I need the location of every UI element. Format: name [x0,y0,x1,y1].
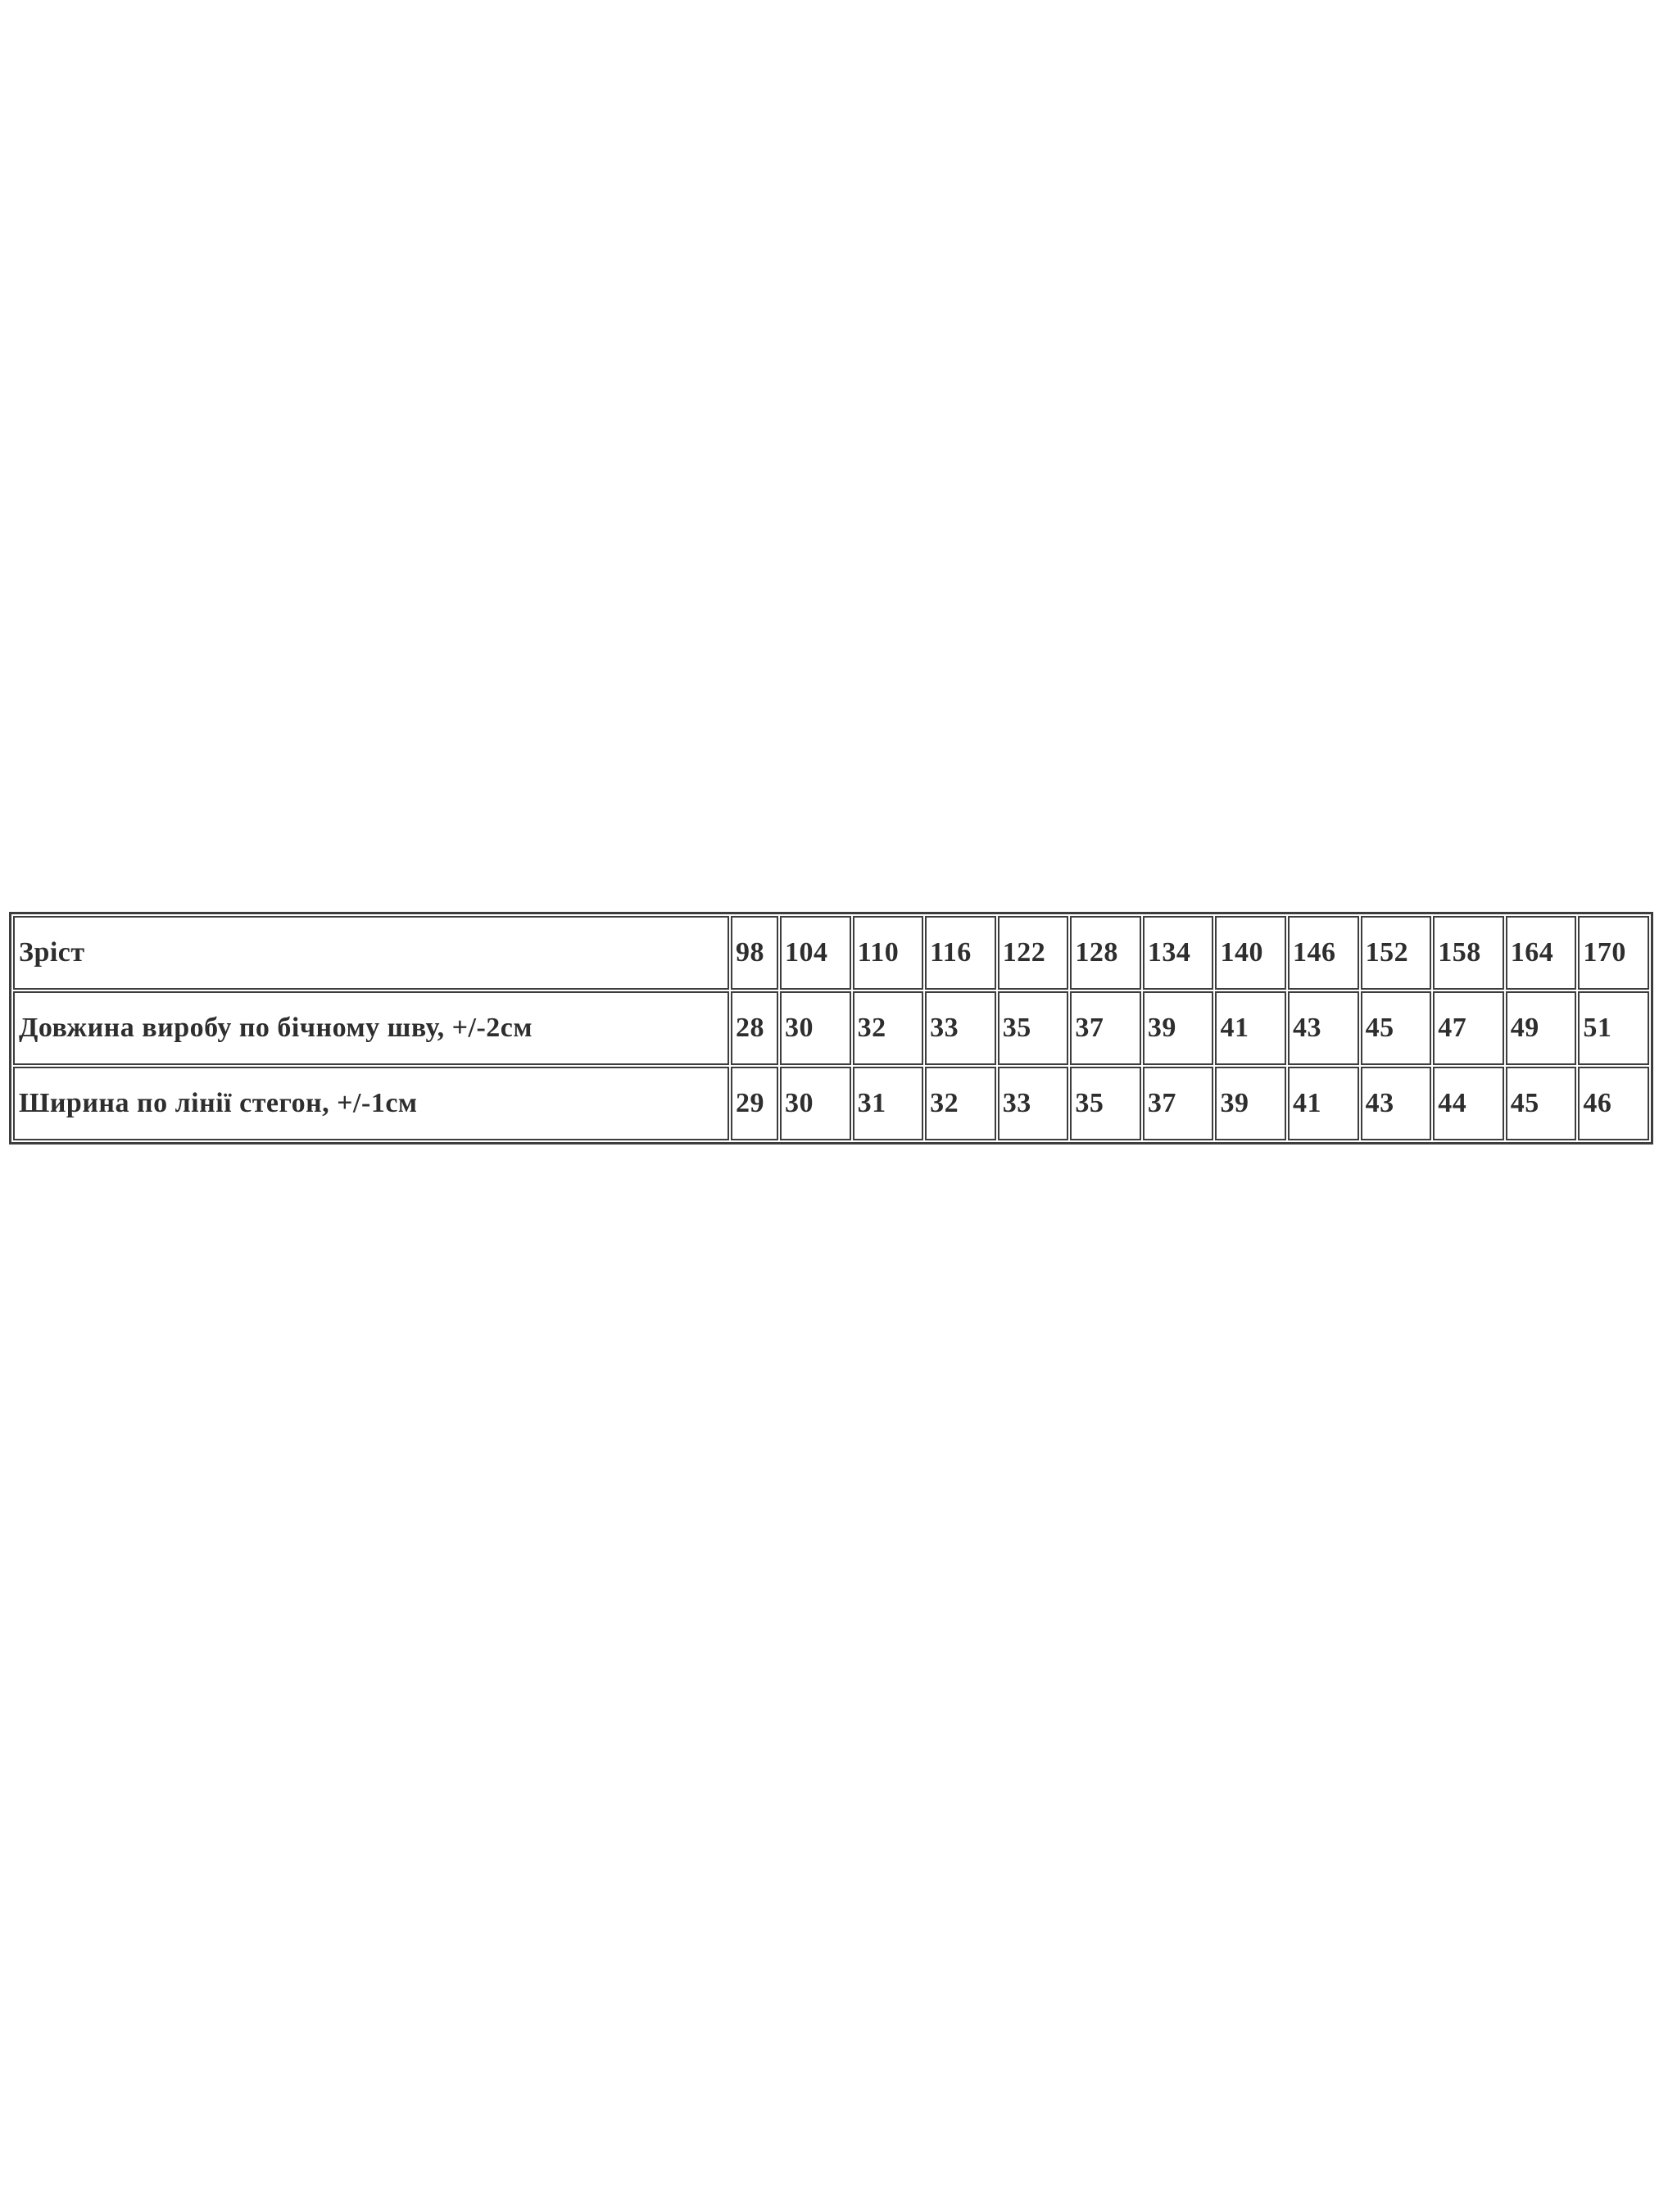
value-cell: 39 [1143,991,1214,1065]
value-cell: 44 [1433,1067,1504,1140]
size-chart-table-container [9,912,1653,1145]
value-cell: 32 [925,1067,996,1140]
value-cell: 164 [1506,916,1577,990]
value-cell: 37 [1143,1067,1214,1140]
table-row [13,1067,1649,1140]
row-label: Ширина по лінії стегон, +/-1см [13,1067,729,1140]
value-cell: 37 [1070,991,1141,1065]
value-cell: 35 [998,991,1069,1065]
value-cell: 45 [1506,1067,1577,1140]
value-cell: 31 [853,1067,924,1140]
value-cell: 140 [1215,916,1286,990]
value-cell: 41 [1288,1067,1359,1140]
value-cell: 33 [925,991,996,1065]
value-cell: 43 [1361,1067,1432,1140]
value-cell: 41 [1215,991,1286,1065]
value-cell: 170 [1578,916,1649,990]
row-label: Зріст [13,916,729,990]
value-cell: 29 [731,1067,778,1140]
value-cell: 30 [780,991,851,1065]
value-cell: 134 [1143,916,1214,990]
size-chart-table [9,912,1653,1145]
value-cell: 47 [1433,991,1504,1065]
size-chart-table-body [13,916,1649,1140]
value-cell: 51 [1578,991,1649,1065]
value-cell: 104 [780,916,851,990]
value-cell: 49 [1506,991,1577,1065]
value-cell: 158 [1433,916,1504,990]
value-cell: 46 [1578,1067,1649,1140]
value-cell: 128 [1070,916,1141,990]
value-cell: 122 [998,916,1069,990]
value-cell: 32 [853,991,924,1065]
value-cell: 33 [998,1067,1069,1140]
table-row [13,991,1649,1065]
value-cell: 116 [925,916,996,990]
row-label: Довжина виробу по бічному шву, +/-2см [13,991,729,1065]
value-cell: 28 [731,991,778,1065]
value-cell: 146 [1288,916,1359,990]
value-cell: 152 [1361,916,1432,990]
value-cell: 45 [1361,991,1432,1065]
value-cell: 30 [780,1067,851,1140]
value-cell: 43 [1288,991,1359,1065]
value-cell: 110 [853,916,924,990]
table-row [13,916,1649,990]
value-cell: 98 [731,916,778,990]
value-cell: 39 [1215,1067,1286,1140]
value-cell: 35 [1070,1067,1141,1140]
